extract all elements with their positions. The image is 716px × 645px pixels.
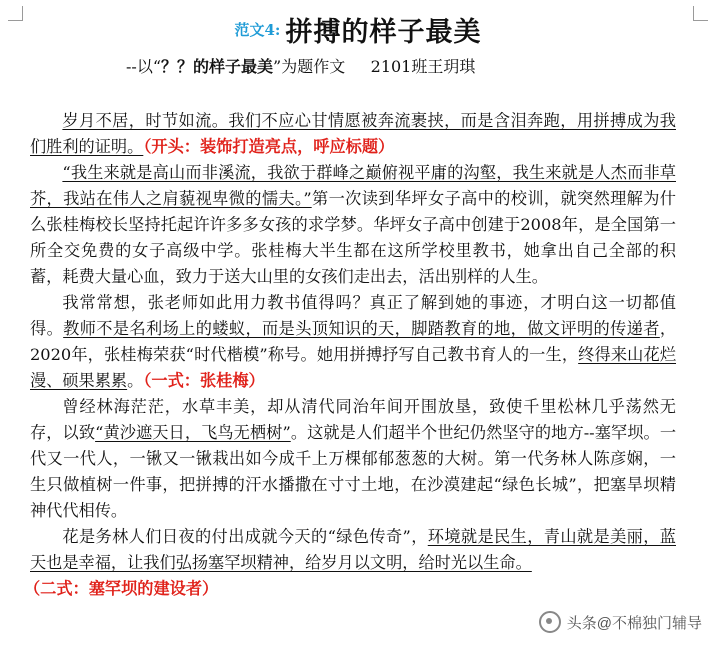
essay-title [0,10,716,49]
essay-body [24,108,677,602]
p2-text: 第一次读到华坪女子高中的校训，就突然理解为什么张桂梅校长坚持托起许许多多女孩的求学梦。华坪女子高中创建于2008年，是全国第一所全交免费的女子高级中学。张桂梅大半生都在这所学校里教书，她拿出自己全部的积蓄，耗费大量心血，致力于送大山里的女孩们走出去，活出别样的人生。 [30,189,676,286]
subtitle-topic: ？？的样子最美 [161,57,274,76]
p3-annotation: （一式：张桂梅） [143,371,265,390]
subtitle-prefix: --以“ [126,57,161,76]
watermark-text: 头条@不棉独门辅导 [566,614,702,632]
watermark-logo-icon [539,611,561,633]
p1-text: 岁月不居，时节如流。我们不应心甘情愿被奔流裹挟，而是含泪奔跑，用拼搏成为我们胜利的证明。 [30,111,676,156]
p5-annotation: （二式：塞罕坝的建设者） [24,579,219,598]
p1-annotation: （开头：装饰打造亮点，呼应标题） [143,137,395,156]
p3-underlined-a: 教师不是名利场上的蝼蚁，而是头顶知识的天，脚踏教育的地，做文评明的传递者 [63,319,660,338]
essay-subtitle [126,54,475,77]
paragraph-1 [30,108,676,160]
p3-text-a: 我常常想，张老师如此用力教书值得吗？真正了解到她的事迹，才明白这一切都值得。 [30,293,676,338]
p3-text-c: 。 [127,371,144,390]
p3-text-b: ，2020年，张桂梅荣获“时代楷模”称号。她用拼搏抒写自己教书育人的一生， [30,319,677,364]
title-main: 拼搏的样子最美 [285,17,482,48]
watermark [539,611,702,633]
p2-quote: “我生来就是高山而非溪流，我欲于群峰之巅俯视平庸的沟壑，我生来就是人杰而非草芥，我站在伟人之肩藐视卑微的懦夫。” [30,163,676,208]
p4-text-b: 。这就是人们超半个世纪仍然坚守的地方--塞罕坝。一代又一代人，一锹又一锹栽出如今成千上万棵郁郁葱葱的大树。第一代务林人陈彦娴，一生只做植树一件事，把拼搏的汗水播撒在寸寸土地，在沙漠建起“绿色长城”，把塞旱坝精神代代相传。 [30,423,677,520]
subtitle-suffix: ”为题作文 [273,57,346,76]
paragraph-2 [30,160,676,290]
paragraph-5 [30,524,676,576]
p4-underlined: “黄沙遮天日，飞鸟无栖树” [95,423,291,442]
p5-underlined: 环境就是民生，青山就是美丽，蓝天也是幸福，让我们弘扬塞罕坝精神，给岁月以文明，给时光以生命。 [30,527,676,572]
p3-underlined-b: 终得来山花烂漫、硕果累累 [30,345,677,390]
title-label: 范文4: [234,21,281,39]
p4-text-a: 曾经林海茫茫，水草丰美，却从清代同治年间开围放垦，致使千里松林几乎荡然无存，以致 [30,397,676,442]
paragraph-3 [30,290,676,394]
p5-text: 花是务林人们日夜的付出成就今天的“绿色传奇”， [62,527,428,546]
paragraph-4 [30,394,676,524]
subtitle-author: 2101班王玥琪 [370,57,476,76]
